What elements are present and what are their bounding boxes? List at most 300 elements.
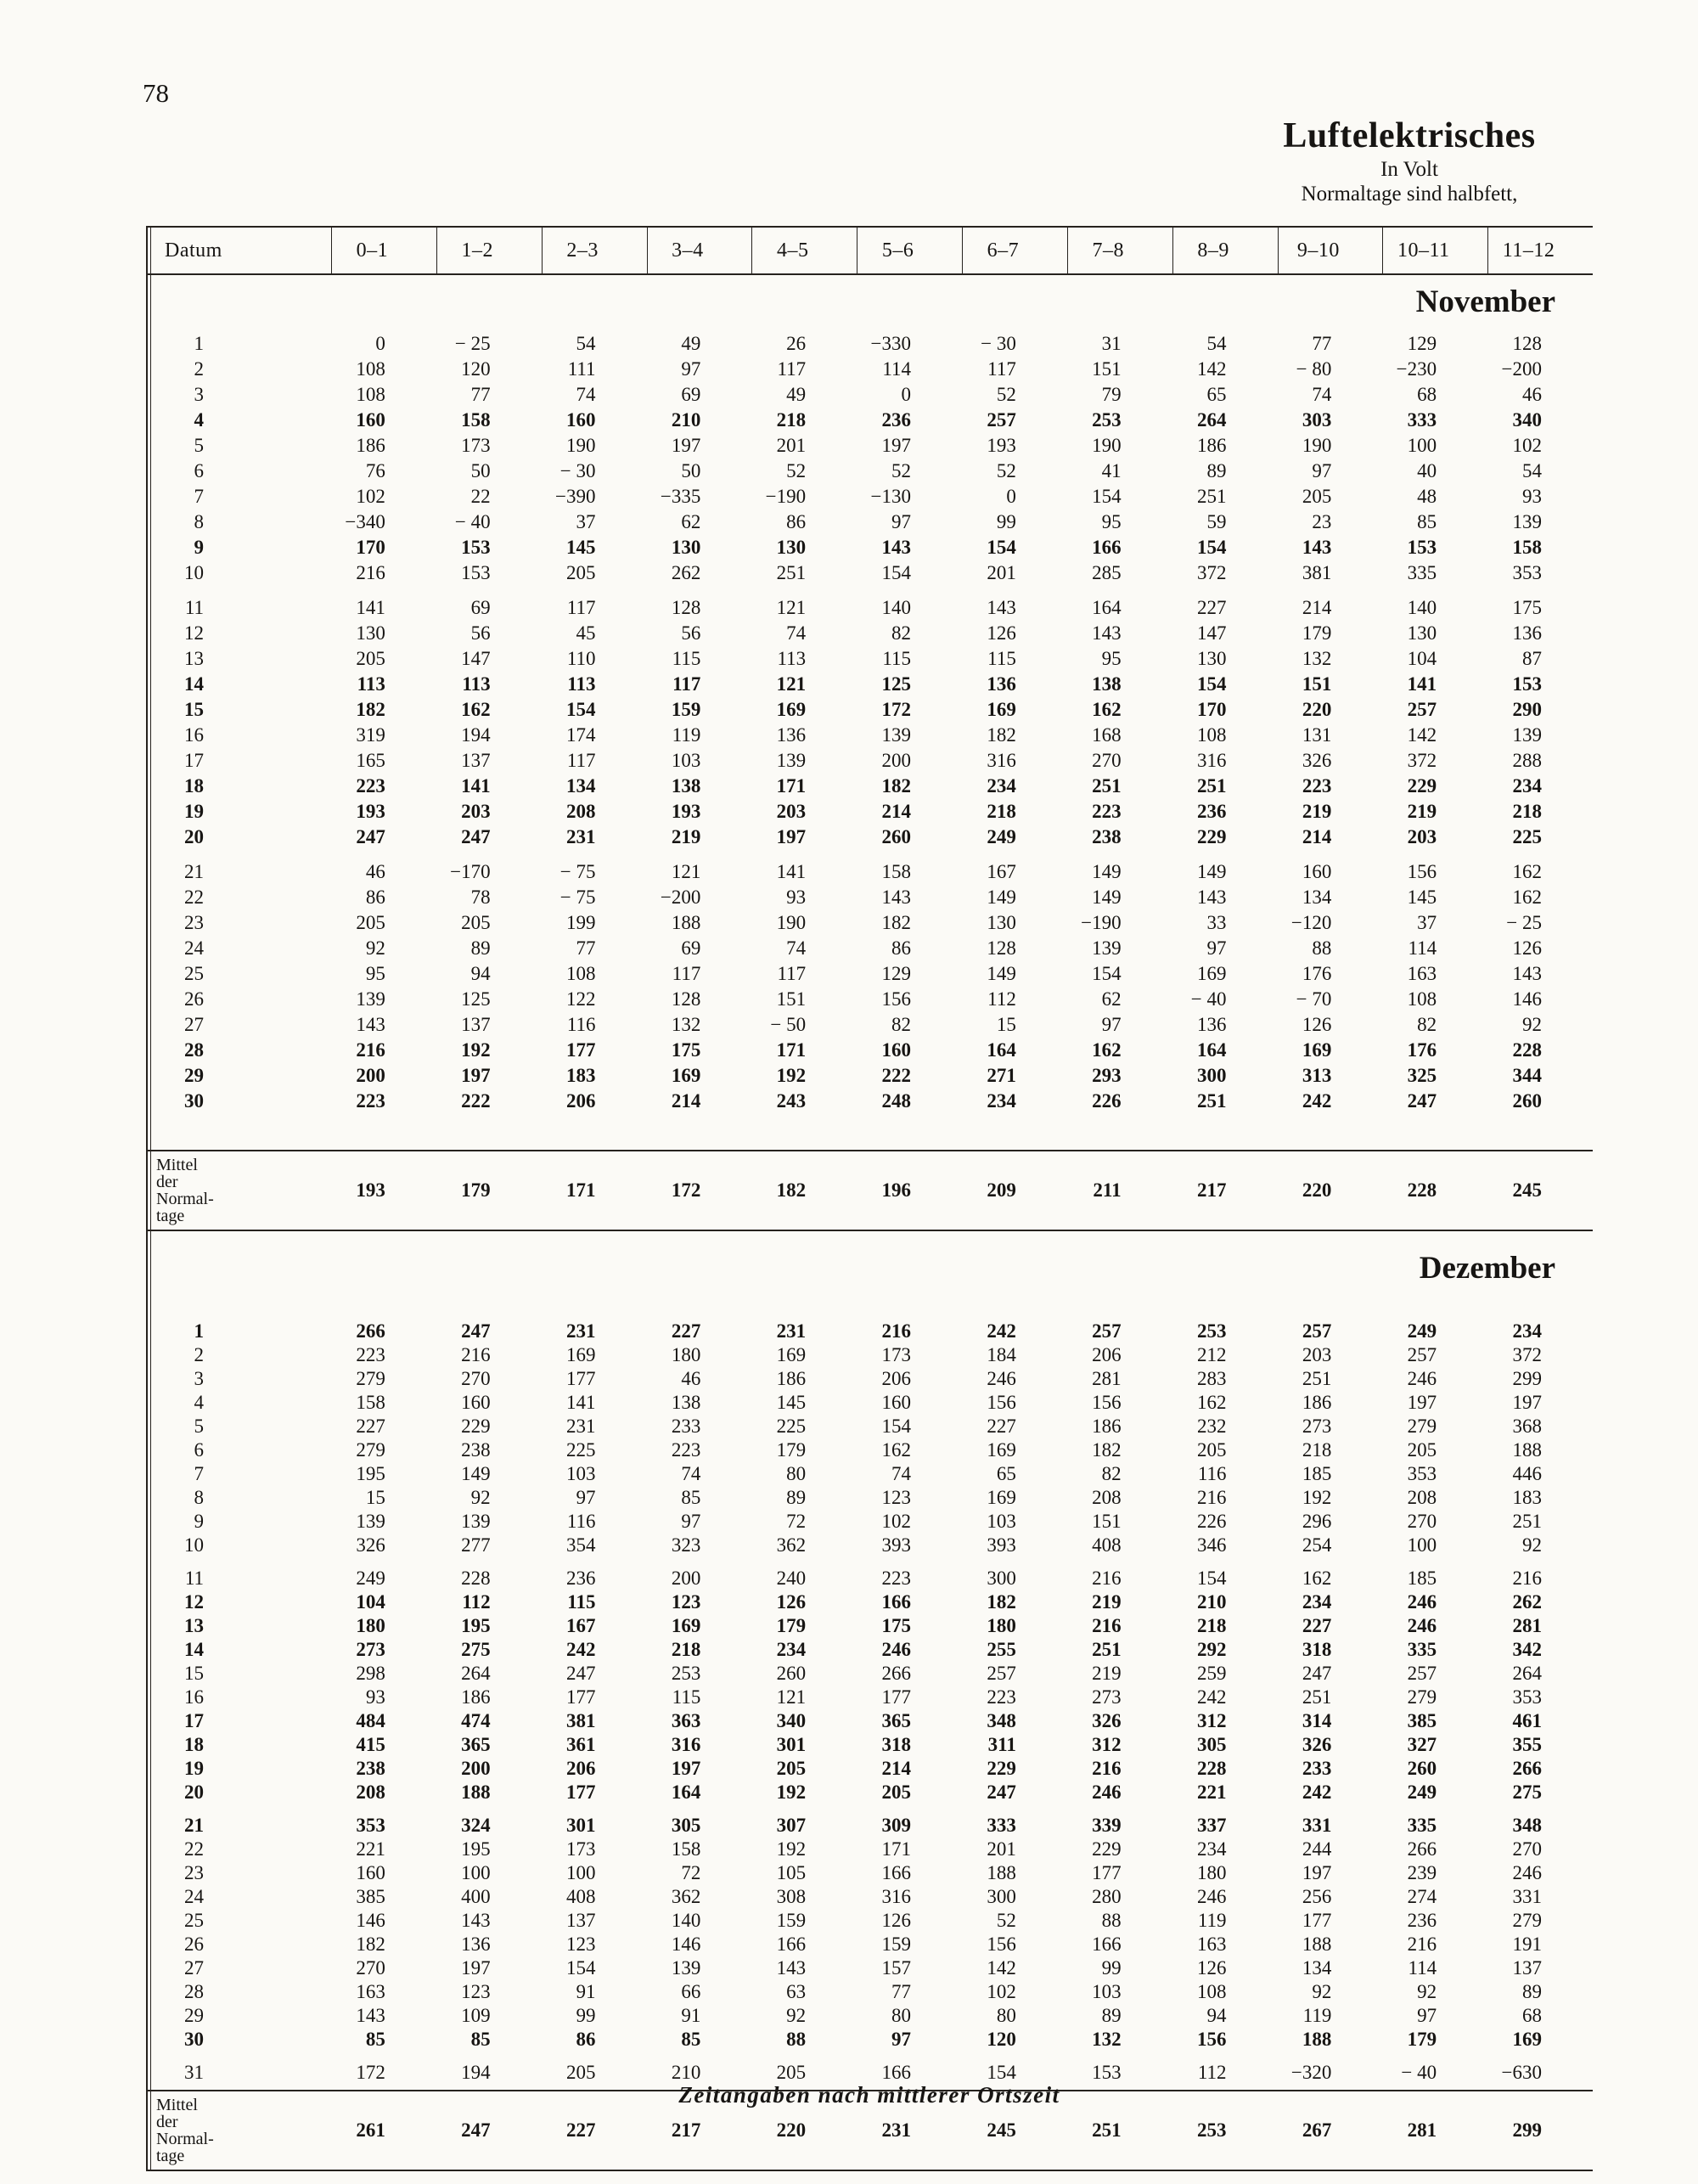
day-cell: 19 xyxy=(184,1758,204,1779)
value-cell: 137 xyxy=(1512,1957,1542,1979)
value-cell: 216 xyxy=(1092,1758,1122,1779)
day-cell: 26 xyxy=(184,988,204,1010)
value-cell: 143 xyxy=(1512,963,1542,984)
value-cell: 177 xyxy=(566,1039,596,1061)
value-cell: 157 xyxy=(881,1957,911,1979)
value-cell: 117 xyxy=(672,963,701,984)
value-cell: 461 xyxy=(1512,1710,1542,1731)
value-cell: 137 xyxy=(461,1014,491,1035)
value-cell: 249 xyxy=(1407,1320,1437,1342)
group-gap xyxy=(146,850,1593,859)
value-cell: 95 xyxy=(1101,511,1122,532)
value-cell: 59 xyxy=(1206,511,1227,532)
value-cell: 474 xyxy=(461,1710,491,1731)
value-cell: −190 xyxy=(1081,912,1122,933)
mittel-label-line: tage xyxy=(156,2147,185,2165)
value-cell: 100 xyxy=(1407,1534,1437,1556)
day-cell: 2 xyxy=(194,1344,204,1365)
column-header-hour: 6–7 xyxy=(962,228,1067,273)
value-cell: 94 xyxy=(470,963,491,984)
value-cell: 169 xyxy=(566,1344,596,1365)
value-cell: 149 xyxy=(1092,887,1122,908)
value-cell: 139 xyxy=(356,1511,385,1532)
mittel-label xyxy=(146,1157,331,1224)
value-cell: 246 xyxy=(1407,1368,1437,1389)
value-cell: 339 xyxy=(1092,1815,1122,1836)
table-row xyxy=(146,560,1593,586)
value-cell: 311 xyxy=(987,1734,1016,1755)
value-cell: 52 xyxy=(996,384,1016,405)
value-cell: 186 xyxy=(461,1686,491,1708)
value-cell: 147 xyxy=(1197,622,1227,644)
value-cell: 159 xyxy=(671,699,701,720)
value-cell: 372 xyxy=(1197,562,1227,583)
value-cell: −390 xyxy=(555,486,596,507)
value-cell: 283 xyxy=(1197,1368,1227,1389)
value-cell: 100 xyxy=(461,1862,491,1883)
table-row xyxy=(146,1686,1593,1709)
value-cell: 251 xyxy=(1092,1639,1122,1660)
value-cell: 326 xyxy=(356,1534,385,1556)
group-gap xyxy=(146,1557,1593,1567)
value-cell: 257 xyxy=(1407,699,1437,720)
value-cell: 264 xyxy=(1197,409,1227,431)
day-cell: 16 xyxy=(184,1686,204,1708)
value-cell: 312 xyxy=(1092,1734,1122,1755)
value-cell: 188 xyxy=(671,912,701,933)
value-cell: 126 xyxy=(987,622,1016,644)
value-cell: 143 xyxy=(356,2005,385,2026)
value-cell: 246 xyxy=(1092,1782,1122,1803)
value-cell: 190 xyxy=(1302,435,1332,456)
value-cell: 246 xyxy=(1407,1591,1437,1613)
value-cell: 113 xyxy=(462,673,491,695)
value-cell: 300 xyxy=(987,1886,1016,1907)
value-cell: 116 xyxy=(566,1511,596,1532)
value-cell: 154 xyxy=(881,1416,911,1437)
value-cell: 260 xyxy=(776,1663,807,1684)
value-cell: 115 xyxy=(672,1686,701,1708)
value-cell: 227 xyxy=(356,1416,385,1437)
value-cell: 156 xyxy=(881,988,911,1010)
value-cell: 74 xyxy=(786,937,807,959)
value-cell: 113 xyxy=(357,673,385,695)
value-cell: 139 xyxy=(356,988,385,1010)
value-cell: 116 xyxy=(1197,1463,1227,1484)
value-cell: 33 xyxy=(1206,912,1227,933)
value-cell: 218 xyxy=(671,1639,701,1660)
table-row xyxy=(146,672,1593,697)
value-cell: 62 xyxy=(1101,988,1122,1010)
value-cell: 223 xyxy=(356,1344,385,1365)
value-cell: 205 xyxy=(776,2062,807,2083)
value-cell: 234 xyxy=(1302,1591,1332,1613)
value-cell: 236 xyxy=(1197,801,1227,822)
value-cell: 216 xyxy=(1092,1615,1122,1636)
value-cell: 169 xyxy=(987,1487,1016,1508)
table-row xyxy=(146,1614,1593,1638)
value-cell: 251 xyxy=(1197,1090,1227,1112)
value-cell: 169 xyxy=(671,1065,701,1086)
value-cell: 162 xyxy=(1092,699,1122,720)
table-row xyxy=(146,859,1593,885)
value-cell: 177 xyxy=(566,1782,596,1803)
value-cell: 177 xyxy=(566,1686,596,1708)
value-cell: 234 xyxy=(1512,1320,1542,1342)
value-cell: 88 xyxy=(1101,1910,1122,1931)
value-cell: 331 xyxy=(1512,1886,1542,1907)
table-row xyxy=(146,1415,1593,1438)
value-cell: 363 xyxy=(671,1710,701,1731)
value-cell: 301 xyxy=(566,1815,596,1836)
value-cell: 160 xyxy=(356,1862,385,1883)
value-cell: 362 xyxy=(776,1534,807,1556)
value-cell: 123 xyxy=(566,1934,596,1955)
value-cell: −630 xyxy=(1501,2062,1542,2083)
value-cell: 219 xyxy=(1407,801,1437,822)
value-cell: 115 xyxy=(882,648,911,669)
value-cell: 173 xyxy=(566,1838,596,1860)
value-cell: 114 xyxy=(1408,1957,1437,1979)
value-cell: 95 xyxy=(1101,648,1122,669)
column-header-hour: 8–9 xyxy=(1172,228,1278,273)
value-cell: 92 xyxy=(786,2005,807,2026)
value-cell: 238 xyxy=(356,1758,385,1779)
table-row xyxy=(146,1638,1593,1662)
table-row xyxy=(146,987,1593,1012)
table-row xyxy=(146,1089,1593,1114)
value-cell: 97 xyxy=(891,511,911,532)
day-cell: 18 xyxy=(184,1734,204,1755)
value-cell: 103 xyxy=(566,1463,596,1484)
day-cell: 1 xyxy=(194,333,204,354)
value-cell: 168 xyxy=(1092,724,1122,746)
value-cell: 153 xyxy=(1407,537,1437,558)
value-cell: 0 xyxy=(375,333,385,354)
day-cell: 7 xyxy=(194,1463,204,1484)
value-cell: 120 xyxy=(461,358,491,380)
value-cell: 65 xyxy=(996,1463,1016,1484)
table-row xyxy=(146,885,1593,910)
value-cell: 97 xyxy=(1206,937,1227,959)
value-cell: 200 xyxy=(461,1758,491,1779)
mittel-value-cell: 251 xyxy=(1092,2119,1122,2141)
value-cell: 160 xyxy=(881,1392,911,1413)
table-row xyxy=(146,621,1593,646)
value-cell: 223 xyxy=(1302,775,1332,796)
section-rows xyxy=(146,1320,1593,2085)
section-heading: Dezember xyxy=(1419,1251,1555,1286)
value-cell: 372 xyxy=(1512,1344,1542,1365)
day-cell: 24 xyxy=(184,937,204,959)
value-cell: 192 xyxy=(776,1065,807,1086)
value-cell: 166 xyxy=(1092,1934,1122,1955)
value-cell: 137 xyxy=(461,750,491,771)
value-cell: 102 xyxy=(1512,435,1542,456)
value-cell: 243 xyxy=(776,1090,807,1112)
group-gap xyxy=(146,2052,1593,2061)
value-cell: 229 xyxy=(1092,1838,1122,1860)
value-cell: 89 xyxy=(786,1487,807,1508)
value-cell: 184 xyxy=(987,1344,1016,1365)
value-cell: 216 xyxy=(1407,1934,1437,1955)
value-cell: 248 xyxy=(881,1090,911,1112)
value-cell: 46 xyxy=(681,1368,701,1389)
value-cell: 93 xyxy=(786,887,807,908)
value-cell: 145 xyxy=(776,1392,807,1413)
value-cell: 218 xyxy=(776,409,807,431)
value-cell: 108 xyxy=(1197,1981,1227,2002)
value-cell: 105 xyxy=(776,1862,807,1883)
value-cell: 327 xyxy=(1407,1734,1437,1755)
value-cell: 285 xyxy=(1092,562,1122,583)
value-cell: 170 xyxy=(1197,699,1227,720)
value-cell: 143 xyxy=(1302,537,1332,558)
value-cell: 244 xyxy=(1302,1838,1332,1860)
value-cell: 160 xyxy=(1302,861,1332,882)
page-subtitle: In Volt xyxy=(1380,158,1438,182)
value-cell: 251 xyxy=(776,562,807,583)
value-cell: 170 xyxy=(356,537,385,558)
mittel-row xyxy=(146,1150,1593,1231)
value-cell: 123 xyxy=(671,1591,701,1613)
value-cell: 172 xyxy=(881,699,911,720)
day-cell: 6 xyxy=(194,1439,204,1461)
value-cell: 128 xyxy=(1512,333,1542,354)
value-cell: 246 xyxy=(1197,1886,1227,1907)
value-cell: 131 xyxy=(1302,724,1332,746)
value-cell: 216 xyxy=(1197,1487,1227,1508)
value-cell: 117 xyxy=(672,673,701,695)
value-cell: 214 xyxy=(1302,826,1332,847)
value-cell: 77 xyxy=(891,1981,911,2002)
value-cell: 169 xyxy=(1197,963,1227,984)
value-cell: 203 xyxy=(776,801,807,822)
day-cell: 9 xyxy=(194,1511,204,1532)
value-cell: 130 xyxy=(1407,622,1437,644)
value-cell: 114 xyxy=(1408,937,1437,959)
value-cell: 188 xyxy=(461,1782,491,1803)
value-cell: 195 xyxy=(356,1463,385,1484)
value-cell: 279 xyxy=(1407,1686,1437,1708)
value-cell: 219 xyxy=(1092,1591,1122,1613)
value-cell: 126 xyxy=(881,1910,911,1931)
value-cell: 102 xyxy=(881,1511,911,1532)
value-cell: 348 xyxy=(987,1710,1016,1731)
value-cell: 205 xyxy=(1197,1439,1227,1461)
value-cell: 223 xyxy=(881,1568,911,1589)
value-cell: 163 xyxy=(356,1981,385,2002)
value-cell: 205 xyxy=(566,2062,596,2083)
value-cell: 340 xyxy=(776,1710,807,1731)
value-cell: 264 xyxy=(461,1663,491,1684)
value-cell: 225 xyxy=(776,1416,807,1437)
value-cell: 415 xyxy=(356,1734,385,1755)
value-cell: 92 xyxy=(1312,1981,1332,2002)
value-cell: 0 xyxy=(901,384,911,405)
value-cell: 186 xyxy=(1302,1392,1332,1413)
value-cell: 251 xyxy=(1092,775,1122,796)
value-cell: 89 xyxy=(1101,2005,1122,2026)
value-cell: 156 xyxy=(1092,1392,1122,1413)
value-cell: 56 xyxy=(470,622,491,644)
value-cell: 158 xyxy=(881,861,911,882)
value-cell: 193 xyxy=(356,801,385,822)
value-cell: 103 xyxy=(987,1511,1016,1532)
value-cell: 221 xyxy=(1197,1782,1227,1803)
value-cell: 37 xyxy=(1417,912,1437,933)
value-cell: 246 xyxy=(1512,1862,1542,1883)
table-row xyxy=(146,697,1593,723)
value-cell: 149 xyxy=(461,1463,491,1484)
value-cell: 307 xyxy=(776,1815,807,1836)
value-cell: 318 xyxy=(1302,1639,1332,1660)
value-cell: 354 xyxy=(566,1534,596,1556)
value-cell: 167 xyxy=(987,861,1016,882)
mittel-value-cell: 182 xyxy=(776,1179,807,1201)
value-cell: 93 xyxy=(365,1686,385,1708)
value-cell: 234 xyxy=(987,1090,1016,1112)
table-row xyxy=(146,331,1593,357)
value-cell: 340 xyxy=(1512,409,1542,431)
value-cell: 166 xyxy=(881,1862,911,1883)
value-cell: 146 xyxy=(671,1934,701,1955)
value-cell: 190 xyxy=(776,912,807,933)
value-cell: 216 xyxy=(461,1344,491,1365)
value-cell: 182 xyxy=(356,699,385,720)
value-cell: 208 xyxy=(1407,1487,1437,1508)
table-row xyxy=(146,1814,1593,1838)
value-cell: 139 xyxy=(1512,511,1542,532)
day-cell: 13 xyxy=(184,648,204,669)
value-cell: 109 xyxy=(461,2005,491,2026)
value-cell: 223 xyxy=(1092,801,1122,822)
value-cell: 309 xyxy=(881,1815,911,1836)
value-cell: 85 xyxy=(1417,511,1437,532)
table-row xyxy=(146,1909,1593,1933)
value-cell: 147 xyxy=(461,648,491,669)
value-cell: 208 xyxy=(1092,1487,1122,1508)
day-cell: 18 xyxy=(184,775,204,796)
value-cell: 23 xyxy=(1312,511,1332,532)
value-cell: 208 xyxy=(566,801,596,822)
value-cell: 253 xyxy=(1092,409,1122,431)
value-cell: 231 xyxy=(566,826,596,847)
value-cell: 247 xyxy=(566,1663,596,1684)
value-cell: 180 xyxy=(671,1344,701,1365)
table-row xyxy=(146,910,1593,936)
value-cell: 227 xyxy=(987,1416,1016,1437)
value-cell: 192 xyxy=(461,1039,491,1061)
value-cell: 242 xyxy=(566,1639,596,1660)
value-cell: 171 xyxy=(776,775,807,796)
value-cell: 280 xyxy=(1092,1886,1122,1907)
value-cell: 154 xyxy=(1092,963,1122,984)
value-cell: 190 xyxy=(1092,435,1122,456)
value-cell: 188 xyxy=(987,1862,1016,1883)
day-cell: 23 xyxy=(184,1862,204,1883)
value-cell: 223 xyxy=(987,1686,1016,1708)
value-cell: 149 xyxy=(987,963,1016,984)
value-cell: 125 xyxy=(461,988,491,1010)
value-cell: − 30 xyxy=(981,333,1016,354)
day-cell: 29 xyxy=(184,1065,204,1086)
table-row xyxy=(146,1462,1593,1486)
value-cell: 160 xyxy=(881,1039,911,1061)
day-cell: 25 xyxy=(184,1910,204,1931)
mittel-value-cell: 209 xyxy=(987,1179,1016,1201)
value-cell: 251 xyxy=(1197,775,1227,796)
value-cell: 179 xyxy=(776,1439,807,1461)
value-cell: 212 xyxy=(1197,1344,1227,1365)
value-cell: 179 xyxy=(776,1615,807,1636)
value-cell: 166 xyxy=(881,2062,911,2083)
value-cell: 242 xyxy=(987,1320,1016,1342)
day-cell: 13 xyxy=(184,1615,204,1636)
value-cell: 145 xyxy=(1407,887,1437,908)
value-cell: 115 xyxy=(987,648,1016,669)
value-cell: 247 xyxy=(1407,1090,1437,1112)
value-cell: 143 xyxy=(881,537,911,558)
value-cell: − 70 xyxy=(1296,988,1332,1010)
day-cell: 27 xyxy=(184,1014,204,1035)
value-cell: 249 xyxy=(987,826,1016,847)
value-cell: 201 xyxy=(987,1838,1016,1860)
value-cell: 180 xyxy=(987,1615,1016,1636)
value-cell: 88 xyxy=(786,2029,807,2050)
value-cell: 126 xyxy=(1512,937,1542,959)
day-cell: 25 xyxy=(184,963,204,984)
value-cell: 69 xyxy=(470,597,491,618)
value-cell: 15 xyxy=(365,1487,385,1508)
value-cell: −335 xyxy=(660,486,701,507)
value-cell: 298 xyxy=(356,1663,385,1684)
value-cell: 194 xyxy=(461,724,491,746)
value-cell: 154 xyxy=(1197,673,1227,695)
column-header-hour: 9–10 xyxy=(1278,228,1383,273)
value-cell: 273 xyxy=(1092,1686,1122,1708)
value-cell: 91 xyxy=(681,2005,701,2026)
table-row xyxy=(146,1861,1593,1885)
value-cell: 108 xyxy=(1407,988,1437,1010)
value-cell: 205 xyxy=(356,912,385,933)
value-cell: 74 xyxy=(681,1463,701,1484)
day-cell: 8 xyxy=(194,1487,204,1508)
value-cell: 313 xyxy=(1302,1065,1332,1086)
value-cell: 234 xyxy=(776,1639,807,1660)
table-row xyxy=(146,748,1593,774)
table-row xyxy=(146,433,1593,459)
value-cell: 48 xyxy=(1417,486,1437,507)
value-cell: 300 xyxy=(987,1568,1016,1589)
value-cell: 140 xyxy=(671,1910,701,1931)
value-cell: 86 xyxy=(786,511,807,532)
value-cell: 88 xyxy=(1312,937,1332,959)
value-cell: 154 xyxy=(1092,486,1122,507)
value-cell: 192 xyxy=(1302,1487,1332,1508)
value-cell: 206 xyxy=(566,1758,596,1779)
value-cell: 80 xyxy=(891,2005,911,2026)
value-cell: 129 xyxy=(881,963,911,984)
value-cell: 318 xyxy=(881,1734,911,1755)
table-row xyxy=(146,459,1593,484)
table-row xyxy=(146,357,1593,382)
day-cell: 11 xyxy=(184,597,204,618)
value-cell: −230 xyxy=(1396,358,1437,380)
value-cell: 110 xyxy=(566,648,596,669)
value-cell: 143 xyxy=(461,1910,491,1931)
day-cell: 21 xyxy=(184,861,204,882)
